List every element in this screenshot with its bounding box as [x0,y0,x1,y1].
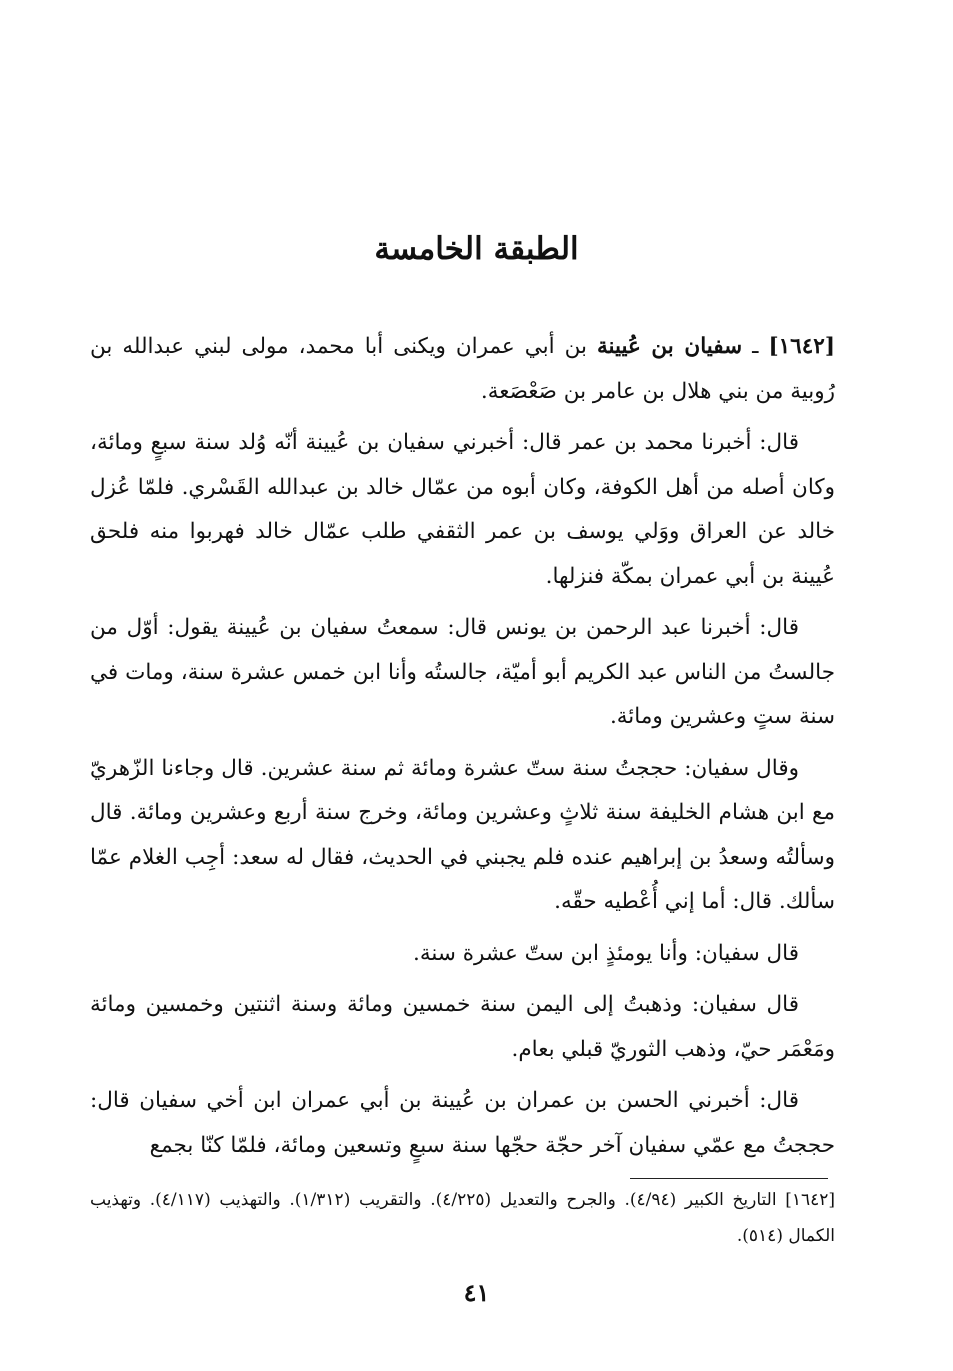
paragraph: وقال سفيان: حججتُ سنة ستّ عشرة ومائة ثم سنة عشرين. قال وجاءنا الزّهريّ مع ابن هشام الخليفة سنة ثلاثٍ وعشرين ومائة، وخرج سنة أربع وعشرين ومائة. قال وسألتُه وسعدُ بن إبراهيم عنده فلم يجبني في الحديث، فقال له سعد: أجِب الغلام عمّا سألك. قال: أما إني أُعْطيه حقّه. [90,755,835,914]
entry-separator: ـ [742,334,769,359]
main-text [90,325,835,1175]
paragraph: قال سفيان: وذهبتُ إلى اليمن سنة خمسين ومائة وسنة اثنتين وخمسين ومائة ومَعْمَر حيّ، وذهب الثوريّ قبلي بعام. [90,992,835,1062]
paragraph: قال: أخبرنا عبد الرحمن بن يونس قال: سمعتُ سفيان بن عُيينة يقول: أوّل من جالستُ من الناس عبد الكريم أبو أميّة، جالستُه وأنا ابن خمس عشرة سنة، ومات في سنة ستٍ وعشرين ومائة. [90,615,835,729]
entry-name: سفيان بن عُيينة [596,334,743,359]
footnote-text: [١٦٤٢] التاريخ الكبير (٤/٩٤). والجرح والتعديل (٤/٢٢٥). والتقريب (١/٣١٢). والتهذيب (٤/١١٧). وتهذيب الكمال (٥١٤). [90,1190,835,1246]
footnotes [90,1182,835,1254]
entry-intro-paragraph [90,325,835,414]
entry-number: [١٦٤٢] [768,334,836,359]
paragraph: قال: أخبرني الحسن بن عمران بن عُيينة بن أبي عمران ابن أخي سفيان قال: حججتُ مع عمّي سفيان آخر حجّة حجّها سنة سبعٍ وتسعين ومائة، فلمّا كنّا بجمع [90,1088,835,1158]
footnote-divider [630,1178,828,1179]
section-title: الطبقة الخامسة [374,230,579,267]
paragraph: قال سفيان: وأنا يومئذٍ ابن ستّ عشرة سنة. [413,940,799,966]
entry-intro-text: بن أبي عمران ويكنى أبا محمد، مولى لبني عبدالله بن رُوبية من بني هلال بن عامر بن صَعْصَعة. [90,334,835,404]
page-number: ٤١ [463,1278,490,1307]
paragraph: قال: أخبرنا محمد بن عمر قال: أخبرني سفيان بن عُيينة أنّه وُلد سنة سبعٍ ومائة، وكان أصله من أهل الكوفة، وكان أبوه من عمّال خالد بن عبدالله القَسْري. فلمّا عُزل خالد عن العراق ووَلي يوسف بن عمر الثقفي طلب عمّال خالد فهربوا منه فلحق عُيينة بن أبي عمران بمكّة فنزلها. [90,430,835,589]
